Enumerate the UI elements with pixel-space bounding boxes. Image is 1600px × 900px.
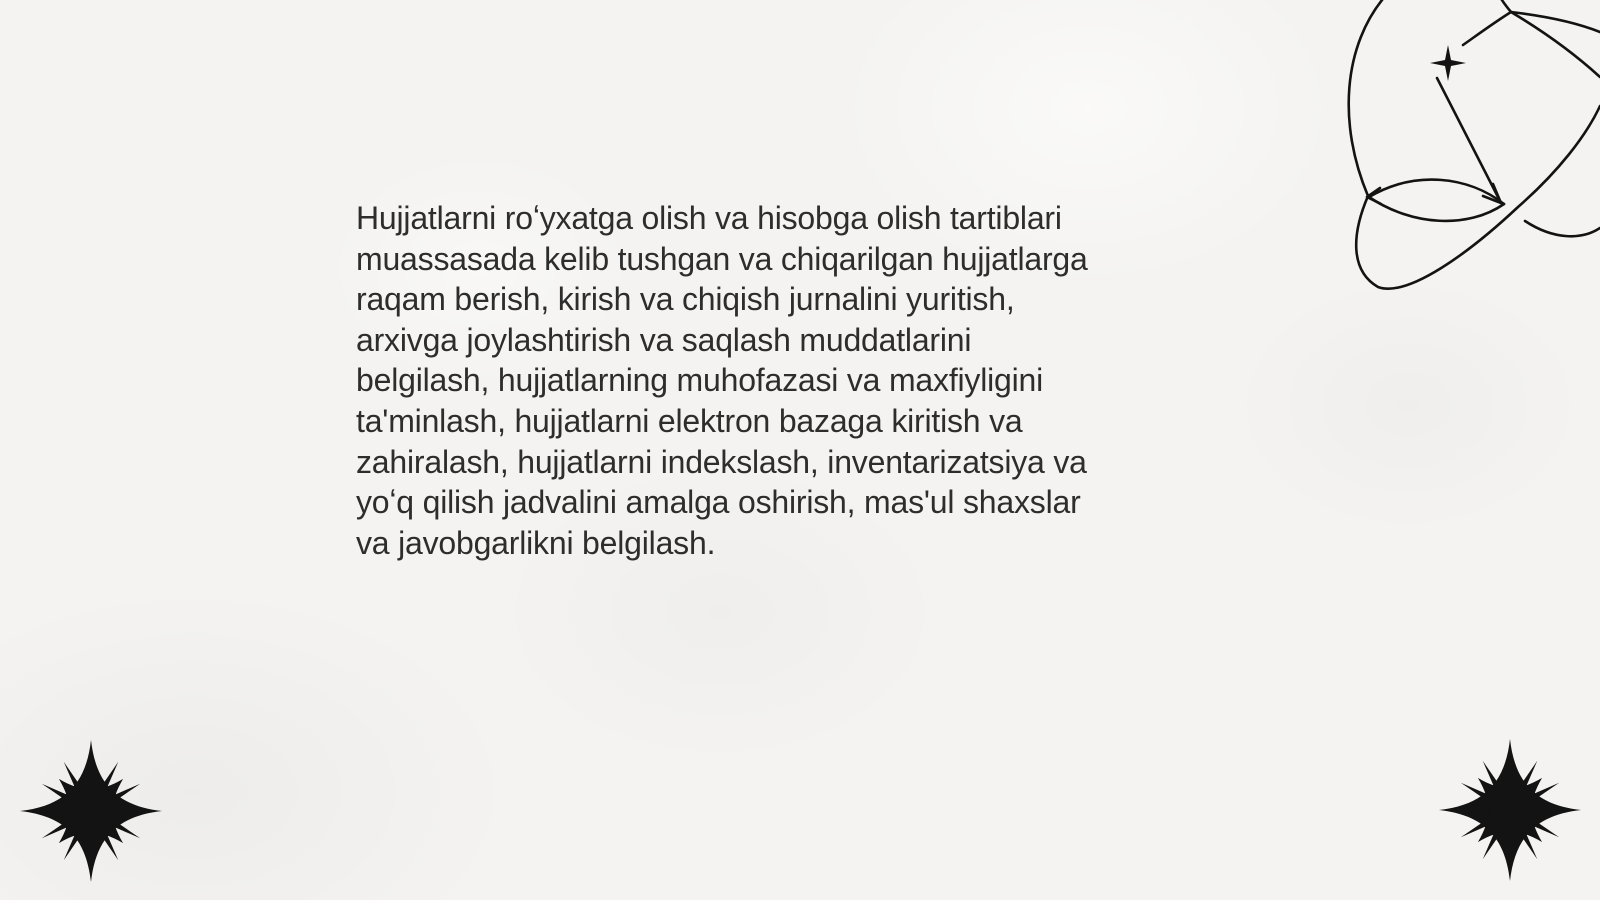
paragraph-line: zahiralash, hujjatlarni indekslash, inventarizatsiya va [356,443,1087,480]
paragraph-line: va javobgarlikni belgilash. [356,524,716,561]
paragraph-line: yoʻq qilish jadvalini amalga oshirish, mas'ul shaxslar [356,484,1081,521]
paragraph-line: ta'minlash, hujjatlarni elektron bazaga kiritish va [356,402,1023,439]
paragraph-line: muassasada kelib tushgan va chiqarilgan hujjatlarga [356,240,1088,277]
sparkle-icon [1430,45,1466,81]
starburst-icon [1436,736,1584,884]
paragraph-line: Hujjatlarni roʻyxatga olish va hisobga olish tartiblari [356,200,1062,236]
orbit-doodle-icon [1290,0,1600,300]
paragraph-line: arxivga joylashtirish va saqlash muddatlarini [356,321,972,358]
paragraph-line: belgilash, hujjatlarning muhofazasi va maxfiyligini [356,362,1044,399]
starburst-icon [17,737,165,885]
body-paragraph [356,198,1236,563]
paragraph-line: raqam berish, kirish va chiqish jurnalini yuritish, [356,281,1015,318]
